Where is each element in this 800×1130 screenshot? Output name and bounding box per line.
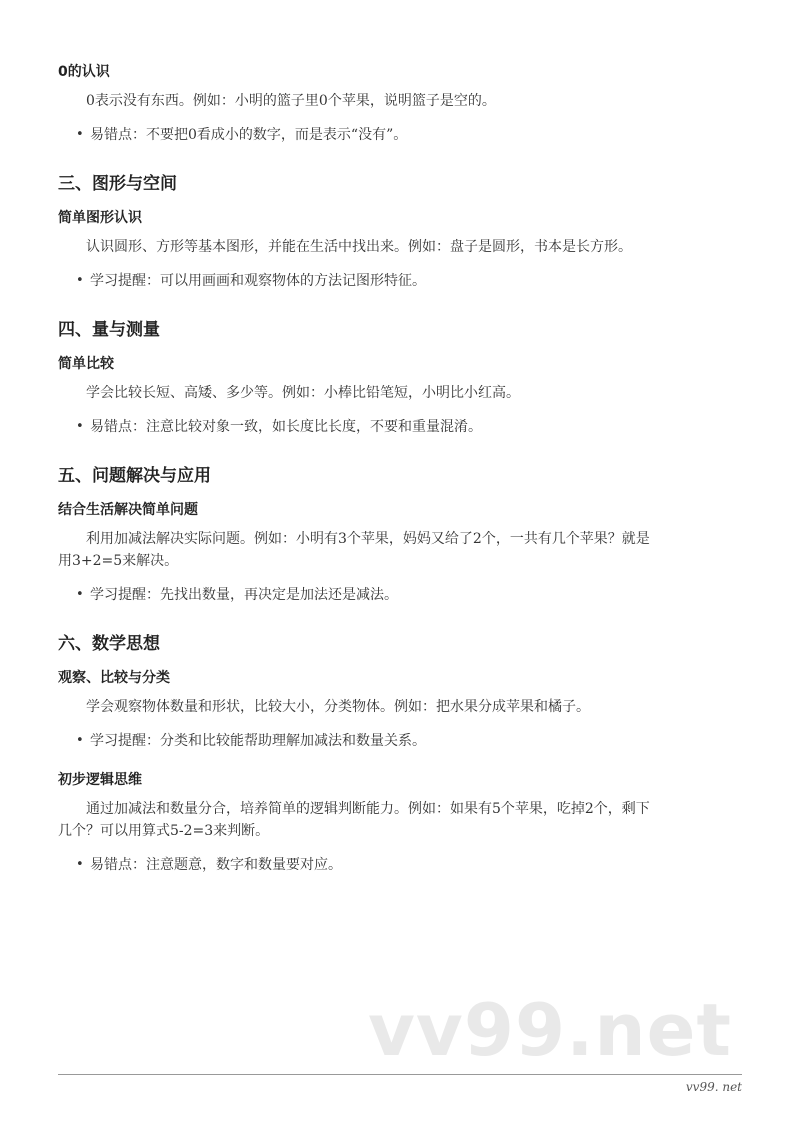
subheading: 简单比较 [58,356,114,372]
bullet-zero [58,124,748,146]
section-4 [58,318,748,438]
paragraph-line-2: 几个？可以用算式5-2=3来判断。 [58,823,270,839]
section-title: 六、数学思想 [58,634,160,654]
bullet [58,854,748,876]
subheading: 观察、比较与分类 [58,670,170,686]
footer-site: vv99. net [685,1080,742,1094]
section-title: 五、问题解决与应用 [58,466,211,486]
paragraph: 学会观察物体数量和形状，比较大小，分类物体。例如：把水果分成苹果和橘子。 [86,699,590,715]
paragraph-line-1: 通过加减法和数量分合，培养简单的逻辑判断能力。例如：如果有5个苹果，吃掉2个，剩下 [86,801,650,817]
section-5 [58,464,748,606]
bullet-text: 易错点：注意题意，数字和数量要对应。 [90,857,342,873]
section-title: 三、图形与空间 [58,174,177,194]
bullet-dot: • [76,587,84,602]
subheading: 结合生活解决简单问题 [58,502,198,518]
section-title: 四、量与测量 [58,320,160,340]
watermark: vv99.net [368,988,732,1072]
section-6 [58,632,748,876]
bullet-dot: • [76,857,84,872]
bullet-dot: • [76,127,84,142]
bullet [58,584,748,606]
paragraph-line-1: 利用加减法解决实际问题。例如：小明有3个苹果，妈妈又给了2个，一共有几个苹果？就是 [86,531,650,547]
bullet-dot: • [76,419,84,434]
subheading: 简单图形认识 [58,210,142,226]
subheading: 初步逻辑思维 [58,772,142,788]
bullet [58,416,748,438]
bullet-text: 易错点：不要把0看成小的数字，而是表示“没有”。 [90,127,408,143]
bullet-text: 学习提醒：可以用画画和观察物体的方法记图形特征。 [90,273,426,289]
bullet-text: 学习提醒：先找出数量，再决定是加法还是减法。 [90,587,398,603]
document-body [58,60,748,876]
section-zero [58,60,748,146]
bullet [58,730,748,752]
bullet-dot: • [76,733,84,748]
bullet [58,270,748,292]
bullet-dot: • [76,273,84,288]
footer-divider [58,1074,742,1075]
bullet-text: 易错点：注意比较对象一致，如长度比长度，不要和重量混淆。 [90,419,482,435]
paragraph: 学会比较长短、高矮、多少等。例如：小棒比铅笔短，小明比小红高。 [86,385,520,401]
section-3 [58,172,748,292]
subheading-zero: 0的认识 [58,64,110,80]
paragraph: 认识圆形、方形等基本图形，并能在生活中找出来。例如：盘子是圆形，书本是长方形。 [86,239,632,255]
paragraph-zero: 0表示没有东西。例如：小明的篮子里0个苹果，说明篮子是空的。 [86,93,496,109]
paragraph-line-2: 用3+2=5来解决。 [58,553,179,569]
bullet-text: 学习提醒：分类和比较能帮助理解加减法和数量关系。 [90,733,426,749]
